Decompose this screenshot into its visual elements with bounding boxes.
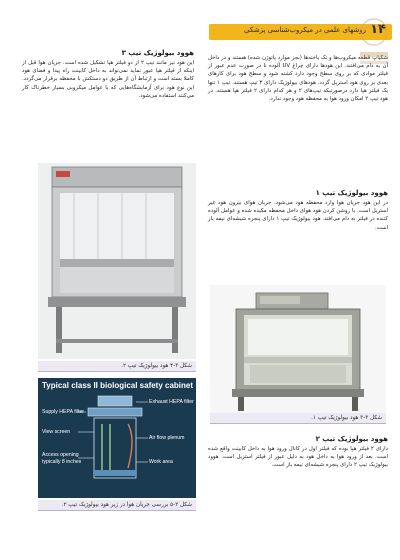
label-view-screen: View screen <box>42 429 71 435</box>
label-access-size: typically 8 inches <box>42 459 82 465</box>
type2-paragraph: دارای ۲ فیلتر هپا بوده که فیلتر اول در کانال ورود هوا به داخل کابینت واقع شده است. بعد از ورود هوا به داخل هود به دلیل عبور از فیلتر استریل است. هوود بیولوژیک تیپ ۲ دارای پنجره شیشه‌ای نیمه باز است. <box>208 446 389 469</box>
page-number: ۱۴ <box>370 22 386 37</box>
type2-section <box>208 434 388 470</box>
fig1-caption: شکل ۳-۳ هود بیولوژیک تیپ ۱. <box>210 413 386 424</box>
type1-paragraph: در این هود جریان هوا وارد محفظه هود می‌شود. جریان هوای بیرون هود غیر استریل است. با روشن کردن هود هوای داخل محفظه مکیده شده و عوامل آلوده کننده در فیلتر به دام می‌افتد. هود بیولوژیک تیپ ۱ دارای پنجره شیشه‌ای نیمه باز است. <box>208 200 388 231</box>
airflow-diagram <box>38 378 196 498</box>
type2-hood-illustration <box>38 163 196 359</box>
label-exhaust-filter: Exhaust HEPA filter <box>149 399 194 405</box>
type1-title: هوود بیولوژیک تیپ ۱ <box>315 189 388 197</box>
label-access-opening: Access opening <box>42 452 79 458</box>
type3-paragraph: این هود نیز مانند تیپ ۲ از دو فیلتر هپا تشکیل شده است. جریان هوا قبل از اینکه از فیلتر هپا عبور نماید نمی‌تواند به داخل کابینت راه پیدا و فضای هود کاملا بسته است و ارتباط آن از طریق دو دستکش با محفظه برقرار می‌گردد. این نوع هود برای آزمایشگاه‌هایی که با عوامل میکروبی بسیار خطرناک کار می‌کنند استفاده می‌شود. <box>22 60 194 99</box>
type2-hood-photo <box>38 163 196 359</box>
label-air-flow-plenum: Air flow plenum <box>149 435 185 441</box>
fig3-caption: شکل ۳-۵ بررسی جریان هوا در زیر هود بیولوژیک تیپ ۲. <box>38 500 196 511</box>
diagram-title: Typical class II biological safety cabinet <box>42 381 194 390</box>
label-supply-filter: Supply HEPA filter <box>42 409 84 415</box>
type3-section <box>22 48 194 100</box>
label-work-area: Work area <box>149 459 173 465</box>
intro-paragraph-block <box>208 54 388 103</box>
type2-title: هوود بیولوژیک تیپ ۲ <box>315 435 388 443</box>
type1-section <box>208 188 388 232</box>
type1-hood-photo <box>210 285 386 413</box>
type1-hood-illustration <box>210 285 386 413</box>
intro-paragraph: شکیاپ قطعه میکروب‌ها و تک یاخته‌ها (بجز موارد پاتوژن شده) هستند و در داخل آن به دام می‌افتند. این هودها دارای چراغ UV آلوده نا در صورت عدم عبور از فیلتر موادی که بر روی سطح وجود دارد کشته شود و سطح هود برای کارهای بعدی بر روی هود استریل گردد. هودهای بیولوژیک دارای ۳ تیپ هستند. تیپ ۱ تنها یک فیلتر هپا دارد درصورتیکه تیپ‌های ۲ و هر کدام دارای ۲ فیلتر هپا هستند. در هود تیپ ۲ امکان ورود هوا به محفظه هود وجود ندارد. <box>208 55 389 103</box>
type3-title: هوود بیولوژیک تیپ ۳ <box>121 49 194 57</box>
fig2-caption: شکل ۳-۴ هود بیولوژیک تیپ ۲. <box>38 361 196 372</box>
header-title: روشهای علمی در میکروب‌شناسی پزشکی <box>244 26 366 34</box>
